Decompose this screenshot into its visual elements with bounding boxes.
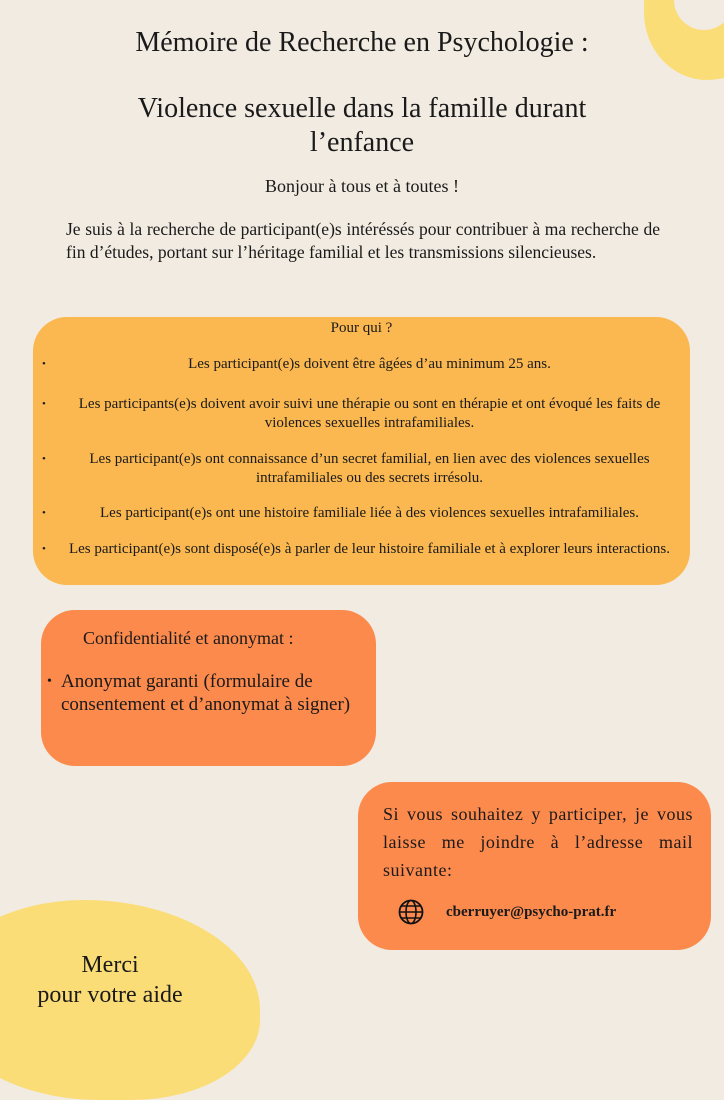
greeting: Bonjour à tous et à toutes ! [265,176,459,196]
bullet-icon: • [42,358,46,370]
list-item: • Les participant(e)s doivent être âgées d’au minimum 25 ans. [42,356,551,372]
page-title: Mémoire de Recherche en Psychologie : [135,27,589,58]
contact-box [358,782,711,950]
thank-you-text [20,950,200,1010]
bullet-icon: • [42,507,46,519]
contact-row [398,899,616,925]
list-item: • Anonymat garanti (formulaire de consentement et d’anonymat à signer) [61,670,371,716]
eligibility-heading: Pour qui ? [330,320,393,336]
subtitle-line-1: Violence sexuelle dans la famille durant [137,93,587,124]
page-subtitle [0,92,724,160]
thank-you-line-2: pour votre aide [37,982,183,1008]
list-item: • Les participant(e)s sont disposé(e)s à parler de leur histoire familiale et à explorer leurs interactions. [42,541,671,557]
bullet-icon: • [42,453,46,465]
contact-text: Si vous souhaitez y participer, je vous laisse me joindre à l’adresse mail suivante: [383,804,693,880]
list-item: • Les participant(e)s ont une histoire familiale liée à des violences sexuelles intrafamiliales. [42,505,639,521]
eligibility-box [33,317,690,585]
bullet-icon: • [42,543,46,555]
list-item: • Les participant(e)s ont connaissance d’un secret familial, en lien avec des violences sexuelles intrafamiliales ou des secrets irrésolu. [42,451,650,486]
subtitle-line-2: l’enfance [309,127,415,158]
confidentiality-box [41,610,376,766]
confidentiality-heading: Confidentialité et anonymat : [83,628,294,648]
bullet-icon: • [42,398,46,410]
intro-paragraph: Je suis à la recherche de participant(e)s intéréssés pour contribuer à ma recherche de fin d’études, portant sur l’héritage familial et les transmissions silencieuses. [66,219,660,262]
list-item: • Les participants(e)s doivent avoir suivi une thérapie ou sont en thérapie et ont évoqué les faits de violences sexuelles intrafamiliales. [42,396,661,431]
email-link[interactable]: cberruyer@psycho-prat.fr [446,903,617,920]
bullet-icon: • [47,674,52,689]
thank-you-line-1: Merci [81,952,139,978]
globe-icon [398,899,424,925]
